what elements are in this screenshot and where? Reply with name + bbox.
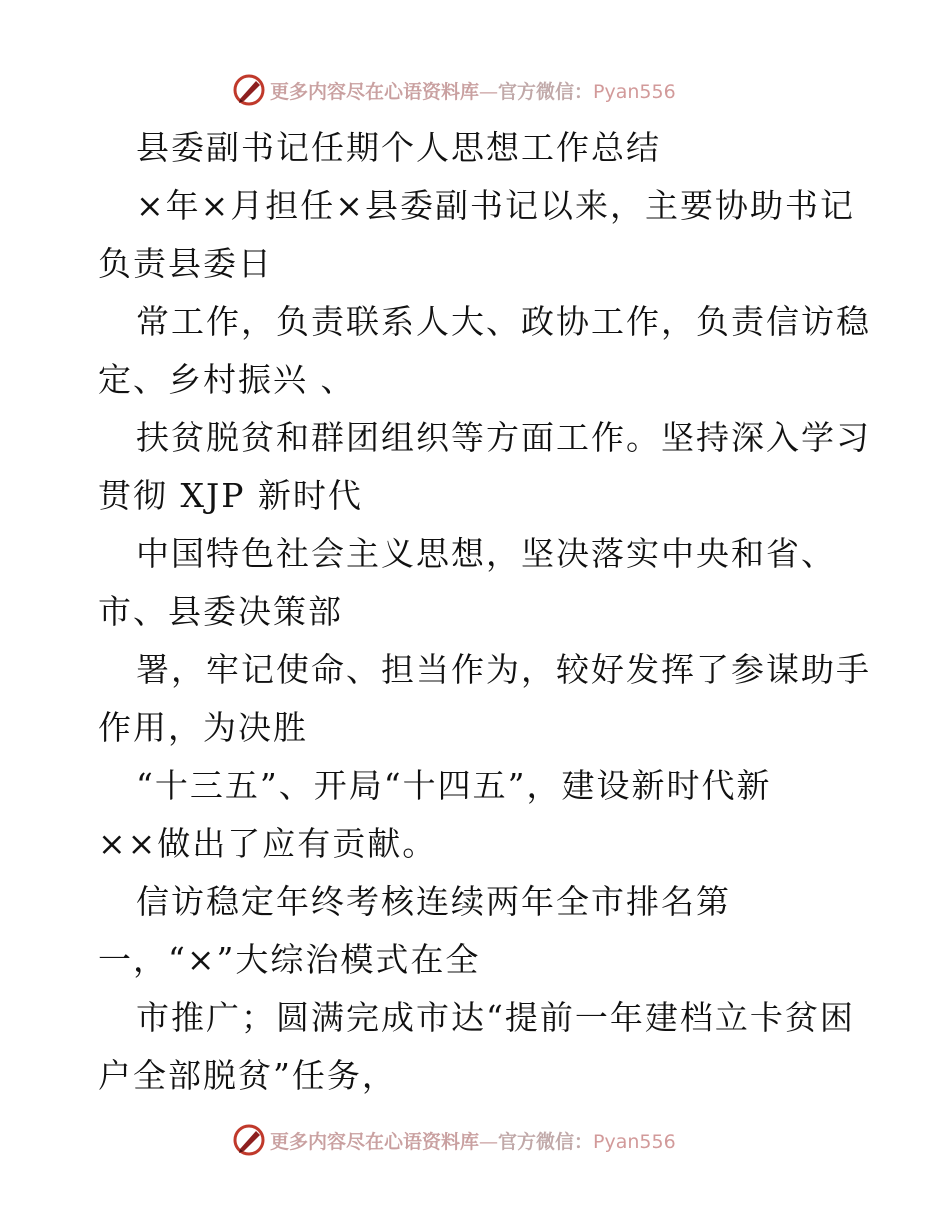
- watermark-dash: —: [479, 1130, 499, 1153]
- paragraph-line: ××做出了应有贡献。: [98, 824, 438, 863]
- watermark-text: [270, 1127, 676, 1154]
- paragraph-line: 中国特色社会主义思想，坚决落实中央和省、: [136, 534, 836, 573]
- paragraph-line: ×年×月担任×县委副书记以来，主要协助书记: [136, 186, 855, 225]
- paragraph-line: 常工作，负责联系人大、政协工作，负责信访稳: [136, 302, 871, 341]
- watermark-id: Pyan556: [593, 80, 676, 103]
- watermark-official: 官方微信：: [498, 80, 594, 103]
- paragraph-line: 市推广；圆满完成市达“提前一年建档立卡贫困: [136, 998, 855, 1037]
- paragraph-line: 负责县委日: [98, 244, 273, 283]
- watermark-dash: —: [479, 80, 499, 103]
- paragraph-line: 户全部脱贫”任务，: [98, 1056, 397, 1095]
- watermark-header: [232, 70, 676, 110]
- watermark-id: Pyan556: [593, 1130, 676, 1153]
- paragraph-line: 作用，为决胜: [98, 708, 308, 747]
- watermark-text: [270, 77, 676, 104]
- paragraph-line: 一，“×”大综治模式在全: [98, 940, 481, 979]
- watermark-brand: 更多内容尽在心语资料库: [270, 80, 480, 103]
- paragraph-line: 署，牢记使命、担当作为，较好发挥了参谋助手: [136, 650, 871, 689]
- pen-logo-icon: [232, 73, 266, 107]
- watermark-footer: [232, 1120, 676, 1160]
- paragraph-line: “十三五”、开局“十四五”，建设新时代新: [136, 766, 772, 805]
- watermark-official: 官方微信：: [498, 1130, 594, 1153]
- document-title: 县委副书记任期个人思想工作总结: [136, 128, 661, 167]
- paragraph-line: 定、乡村振兴 、: [98, 360, 356, 399]
- paragraph-line: 贯彻 XJP 新时代: [98, 476, 363, 515]
- pen-logo-icon: [232, 1123, 266, 1157]
- paragraph-line: 信访稳定年终考核连续两年全市排名第: [136, 882, 731, 921]
- paragraph-line: 市、县委决策部: [98, 592, 343, 631]
- watermark-brand: 更多内容尽在心语资料库: [270, 1130, 480, 1153]
- paragraph-line: 扶贫脱贫和群团组织等方面工作。坚持深入学习: [136, 418, 871, 457]
